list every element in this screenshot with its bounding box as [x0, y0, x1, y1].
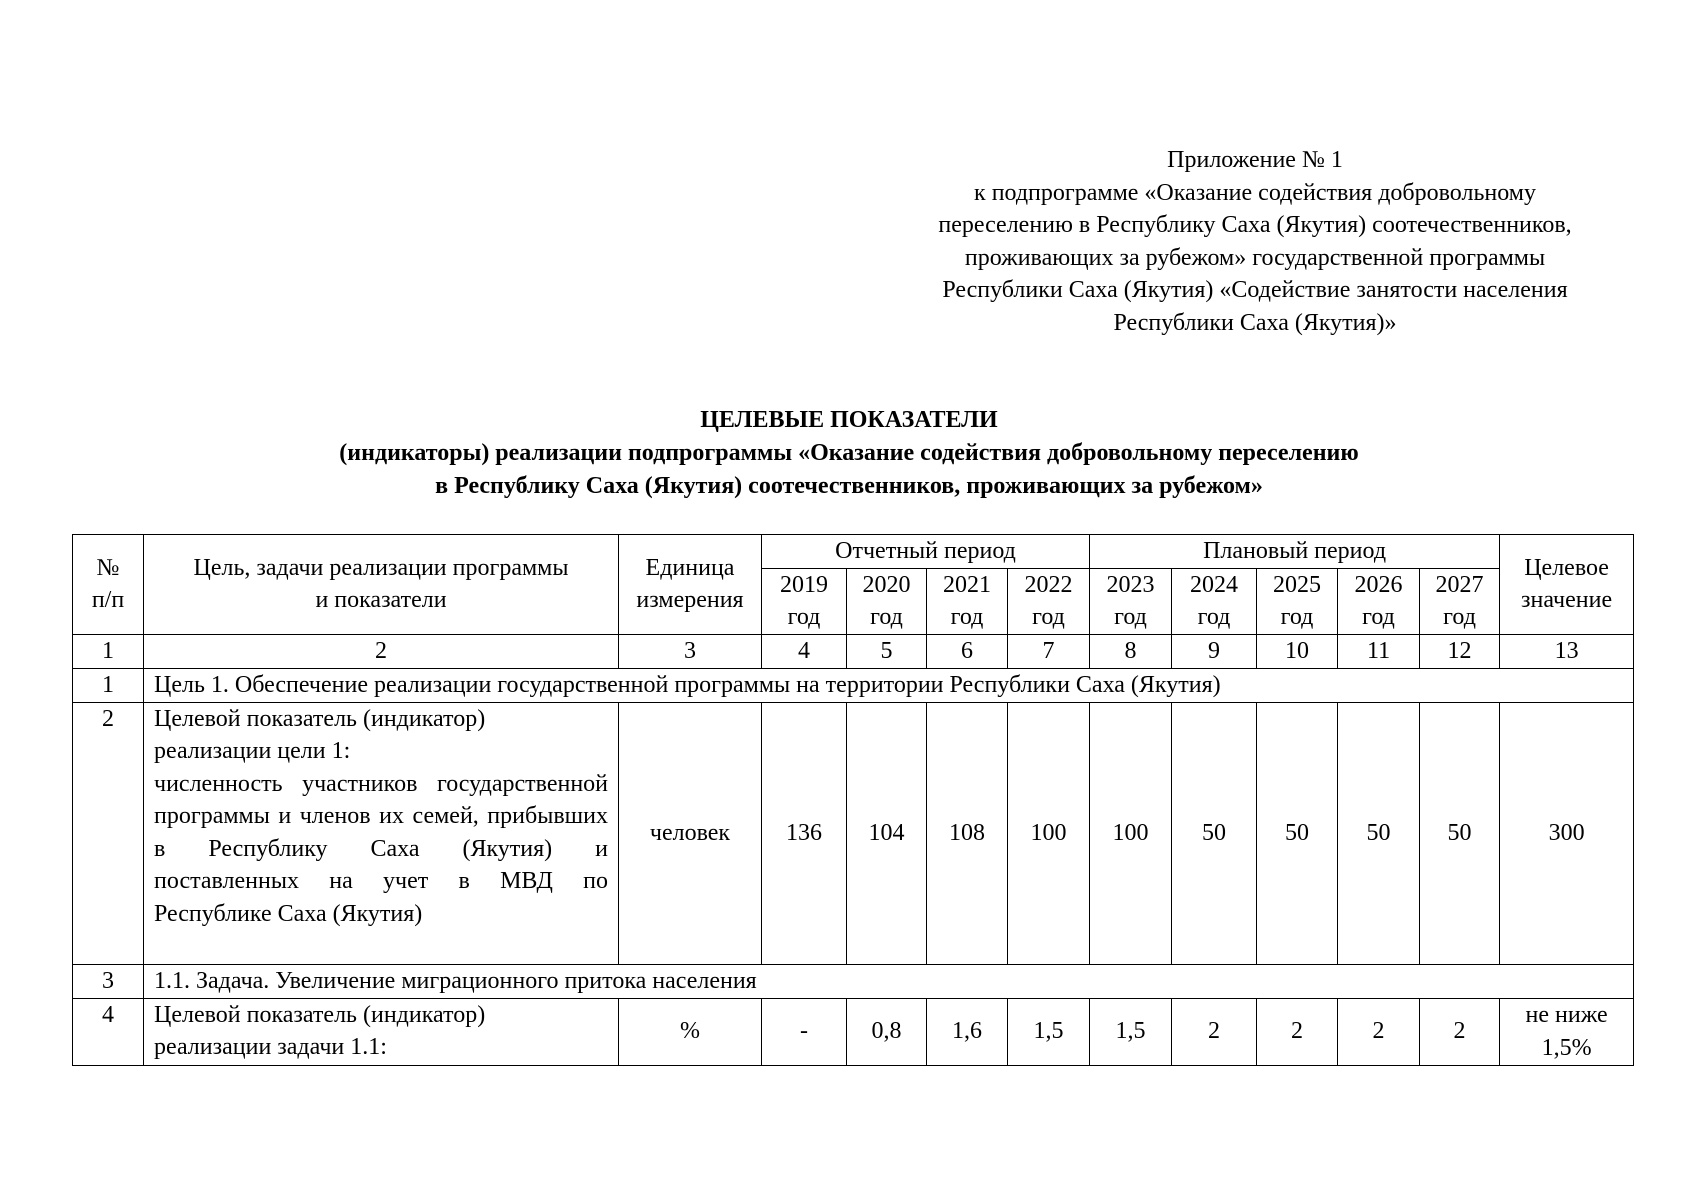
appendix-line: Республики Саха (Якутия) «Содействие занятости населения — [942, 277, 1568, 303]
unit-cell: % — [619, 998, 762, 1065]
value-cell: 108 — [927, 702, 1008, 964]
column-number: 9 — [1172, 634, 1257, 668]
header-year: 2020 — [862, 571, 911, 598]
column-number: 3 — [619, 634, 762, 668]
header-year: 2021 — [943, 571, 991, 598]
value-cell: 50 — [1420, 702, 1500, 964]
row-number: 2 — [73, 702, 144, 964]
header-num-cell — [73, 535, 144, 635]
value-cell: 50 — [1257, 702, 1338, 964]
header-year: 2024 — [1190, 571, 1239, 598]
header-year-cell — [1420, 568, 1500, 634]
header-year: 2019 — [780, 571, 828, 598]
column-numbers-row — [73, 634, 1634, 668]
indicator-text-line: Целевой показатель (индикатор) — [154, 705, 486, 732]
header-unit-line2: измерения — [636, 587, 744, 614]
target-line1: не ниже — [1525, 1002, 1608, 1028]
header-year: 2023 — [1106, 571, 1155, 598]
appendix-line: проживающих за рубежом» государственной программы — [964, 244, 1546, 271]
value-cell: 1,6 — [927, 998, 1008, 1065]
value-cell: 136 — [762, 702, 847, 964]
header-year: 2027 — [1435, 571, 1484, 598]
target-cell — [1500, 998, 1634, 1065]
column-number: 5 — [847, 634, 927, 668]
header-year-suffix: год — [950, 604, 984, 630]
value-cell: 2 — [1257, 998, 1338, 1065]
value-cell: 1,5 — [1090, 998, 1172, 1065]
value-cell: 100 — [1008, 702, 1090, 964]
table-row — [73, 964, 1634, 998]
target-line2: 1,5% — [1541, 1034, 1592, 1061]
column-number: 13 — [1500, 634, 1634, 668]
header-year-suffix: год — [1443, 604, 1476, 630]
heading-subtitle: (индикаторы) реализации подпрограммы «Оказание содействия добровольному переселению — [339, 440, 1359, 466]
row-number: 3 — [73, 964, 144, 998]
value-cell: 0,8 — [847, 998, 927, 1065]
value-cell: 100 — [1090, 702, 1172, 964]
target-cell: 300 — [1500, 702, 1634, 964]
value-cell: 1,5 — [1008, 998, 1090, 1065]
column-number: 12 — [1420, 634, 1500, 668]
indicator-text-cell — [144, 998, 619, 1065]
unit-cell: человек — [619, 702, 762, 964]
column-number: 7 — [1008, 634, 1090, 668]
value-cell: - — [762, 998, 847, 1065]
header-year-cell — [1008, 568, 1090, 634]
column-number: 6 — [927, 634, 1008, 668]
header-goal-line2: и показатели — [315, 587, 447, 614]
indicator-text-line: реализации задачи 1.1: — [154, 1034, 387, 1060]
header-year-cell — [927, 568, 1008, 634]
column-number: 8 — [1090, 634, 1172, 668]
header-year-cell — [1172, 568, 1257, 634]
header-goal-line1: Цель, задачи реализации программы — [193, 554, 569, 581]
heading-subtitle-cont: в Республику Саха (Якутия) соотечественников, проживающих за рубежом» — [435, 473, 1263, 499]
value-cell: 50 — [1338, 702, 1420, 964]
header-target-line2: значение — [1521, 587, 1613, 614]
indicator-text-line: Целевой показатель (индикатор) — [154, 1001, 486, 1028]
header-year-suffix: год — [1114, 604, 1147, 630]
header-year-suffix: год — [1032, 604, 1065, 630]
value-cell: 2 — [1172, 998, 1257, 1065]
header-target-cell — [1500, 535, 1634, 635]
header-year-suffix: год — [1280, 604, 1314, 630]
value-cell: 104 — [847, 702, 927, 964]
table-row — [73, 668, 1634, 702]
indicators-table — [72, 534, 1634, 1066]
header-year-cell — [847, 568, 927, 634]
header-num-line1: № — [96, 554, 120, 581]
table-row — [73, 998, 1634, 1065]
header-year-cell — [1090, 568, 1172, 634]
value-cell: 2 — [1420, 998, 1500, 1065]
header-year-cell — [762, 568, 847, 634]
header-year-suffix: год — [1197, 604, 1231, 630]
indicator-text-cell — [144, 702, 619, 964]
task-text: 1.1. Задача. Увеличение миграционного притока населения — [144, 964, 1634, 998]
header-year-cell — [1257, 568, 1338, 634]
header-goal-cell — [144, 535, 619, 635]
appendix-line: Приложение № 1 — [1167, 147, 1343, 173]
header-reporting-period: Отчетный период — [762, 535, 1090, 569]
column-number: 10 — [1257, 634, 1338, 668]
goal-text: Цель 1. Обеспечение реализации государственной программы на территории Республики Саха (Якутия) — [144, 668, 1634, 702]
appendix-line: переселению в Республику Саха (Якутия) соотечественников, — [938, 212, 1572, 238]
header-year-suffix: год — [870, 604, 903, 630]
column-number: 4 — [762, 634, 847, 668]
column-number: 1 — [73, 634, 144, 668]
header-planned-period: Плановый период — [1090, 535, 1500, 569]
indicator-text: численность участников государственной программы и членов их семей, прибывших в Республику Саха (Якутия) и поставленных на учет в МВД по Республике Саха (Якутия) — [154, 770, 608, 927]
header-year: 2026 — [1354, 571, 1403, 598]
header-year: 2025 — [1273, 571, 1322, 598]
value-cell: 2 — [1338, 998, 1420, 1065]
column-number: 2 — [144, 634, 619, 668]
header-unit-line1: Единица — [645, 554, 735, 581]
appendix-line: к подпрограмме «Оказание содействия добровольному — [974, 179, 1536, 206]
header-unit-cell — [619, 535, 762, 635]
header-row — [73, 535, 1634, 569]
row-number: 4 — [73, 998, 144, 1065]
appendix-block — [870, 144, 1640, 339]
indicator-text-line: реализации цели 1: — [154, 738, 351, 764]
table-row — [73, 702, 1634, 964]
header-num-line2: п/п — [91, 587, 125, 614]
row-number: 1 — [73, 668, 144, 702]
column-number: 11 — [1338, 634, 1420, 668]
appendix-line: Республики Саха (Якутия)» — [1113, 309, 1397, 336]
header-year-suffix: год — [1362, 604, 1395, 630]
header-year: 2022 — [1024, 571, 1073, 598]
header-year-cell — [1338, 568, 1420, 634]
header-target-line1: Целевое — [1524, 554, 1609, 581]
header-year-suffix: год — [787, 604, 821, 630]
heading-title: ЦЕЛЕВЫЕ ПОКАЗАТЕЛИ — [700, 407, 998, 433]
document-heading — [0, 404, 1698, 503]
value-cell: 50 — [1172, 702, 1257, 964]
